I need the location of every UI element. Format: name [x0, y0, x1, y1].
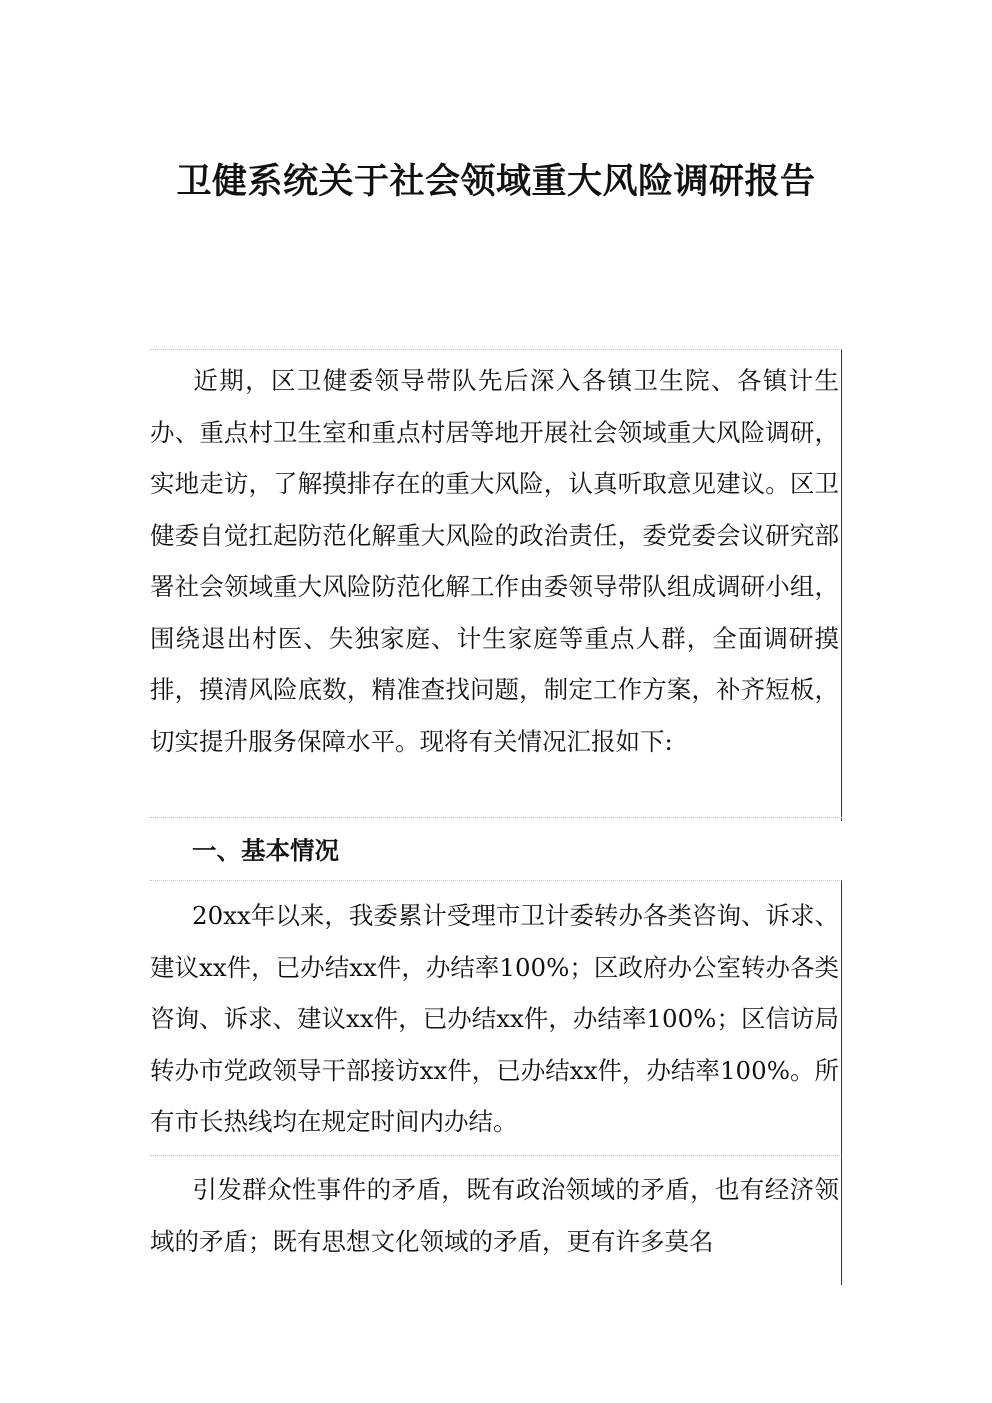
- section1-paragraph-2-text: 引发群众性事件的矛盾，既有政治领域的矛盾，也有经济领域的矛盾；既有思想文化领域的矛盾，更有许多莫名: [150, 1175, 839, 1256]
- section1-paragraph-1: [150, 880, 842, 1155]
- section1-paragraph-1-text: 20xx年以来，我委累计受理市卫计委转办各类咨询、诉求、建议xx件，已办结xx件，办结率100%；区政府办公室转办各类咨询、诉求、建议xx件，已办结xx件，办结率100%；区信访局转办市党政领导干部接访xx件，已办结xx件，办结率100%。所有市长热线均在规定时间内办结。: [150, 901, 839, 1136]
- section1-paragraph-2: [150, 1155, 842, 1285]
- section-heading-text: 一、基本情况: [192, 836, 339, 865]
- section-heading-basic-situation: [150, 817, 842, 879]
- document-title: 卫健系统关于社会领域重大风险调研报告: [176, 161, 816, 202]
- intro-paragraph: [150, 349, 842, 821]
- intro-paragraph-text: 近期，区卫健委领导带队先后深入各镇卫生院、各镇计生办、重点村卫生室和重点村居等地开展社会领域重大风险调研，实地走访，了解摸排存在的重大风险，认真听取意见建议。区卫健委自觉扛起防范化解重大风险的政治责任，委党委会议研究部署社会领域重大风险防范化解工作由委领导带队组成调研小组，围绕退出村医、失独家庭、计生家庭等重点人群，全面调研摸排，摸清风险底数，精准查找问题，制定工作方案，补齐短板，切实提升服务保障水平。现将有关情况汇报如下:: [150, 366, 839, 756]
